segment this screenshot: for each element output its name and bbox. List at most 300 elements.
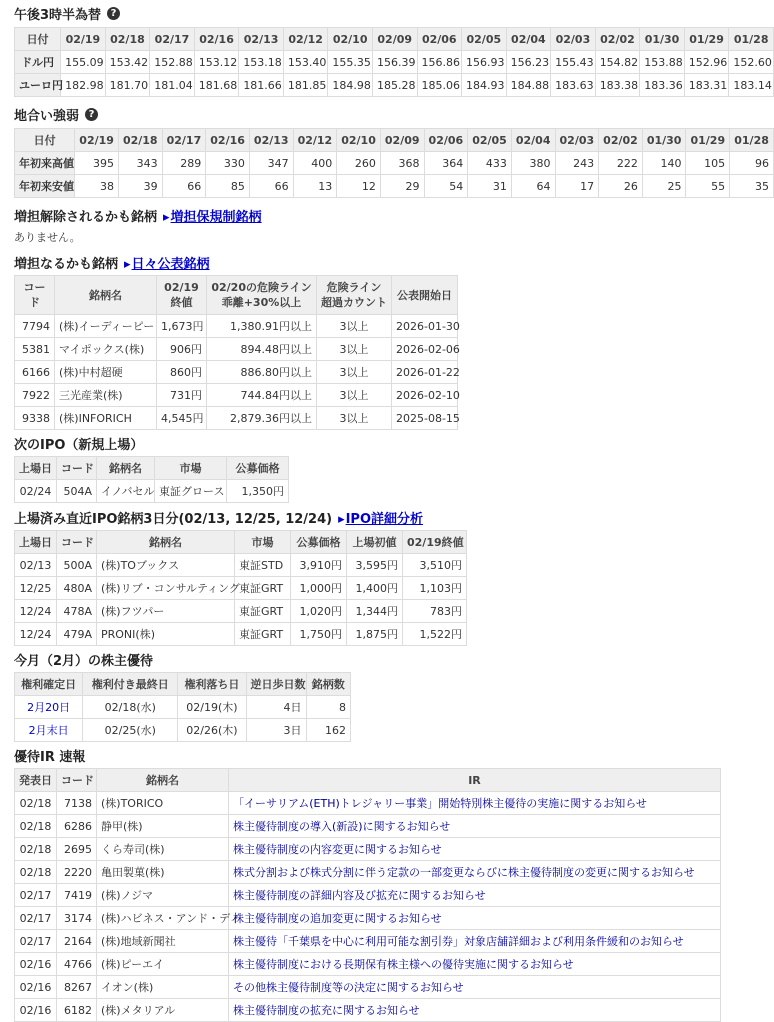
- value-cell: 368: [380, 152, 424, 175]
- date-cell: 02/17: [15, 907, 57, 930]
- name-cell: (株)INFORICH: [55, 407, 157, 430]
- date-column-header: 02/06: [417, 28, 462, 51]
- table-row: [15, 838, 721, 861]
- date-column-header: 02/12: [293, 129, 337, 152]
- line-cell: 1,380.91円以上: [207, 315, 317, 338]
- column-header: 02/20の危険ライン 乖離+30%以上: [207, 276, 317, 315]
- row-label: 年初来安値: [15, 175, 75, 198]
- close-cell: 4,545円: [157, 407, 207, 430]
- table-row: [15, 152, 774, 175]
- margin-watch-title: 増担なるかも銘柄: [14, 257, 119, 272]
- date-cell: 12/25: [15, 577, 57, 600]
- price-cell: 1,350円: [227, 480, 289, 503]
- margin-release-empty-text: ありません。: [14, 231, 81, 244]
- date-column-header: 01/28: [730, 129, 774, 152]
- date-column-header: 02/06: [424, 129, 468, 152]
- value-cell: 183.38: [595, 74, 640, 97]
- row-label: 年初来高値: [15, 152, 75, 175]
- code-cell: 2164: [57, 930, 97, 953]
- value-cell: 31: [468, 175, 512, 198]
- date-column-header: 02/13: [239, 28, 284, 51]
- fx-section-title: [14, 4, 120, 23]
- ir-link[interactable]: 株主優待制度における長期保有株主様への優待実施に関するお知らせ: [233, 958, 574, 971]
- date-column-header: 02/02: [599, 129, 643, 152]
- date-column-header: 02/10: [337, 129, 381, 152]
- yutai-title: 今月（2月）の株主優待: [14, 654, 154, 669]
- kakutei-link[interactable]: 2月20日: [27, 701, 71, 714]
- column-header: 権利確定日: [15, 673, 83, 696]
- date-column-header: 02/03: [551, 28, 596, 51]
- count-cell: 3以上: [317, 361, 392, 384]
- help-icon[interactable]: ?: [85, 108, 98, 121]
- value-cell: 156.39: [372, 51, 417, 74]
- value-cell: 181.85: [283, 74, 328, 97]
- value-cell: 153.12: [194, 51, 239, 74]
- recent-ipo-section-title: [14, 508, 423, 527]
- value-cell: 26: [599, 175, 643, 198]
- code-cell: 8267: [57, 976, 97, 999]
- date-column-header: 02/19: [75, 129, 119, 152]
- date-column-header: 02/04: [506, 28, 551, 51]
- code-cell: 500A: [57, 554, 97, 577]
- column-header: 公募価格: [291, 531, 347, 554]
- strength-section-title: [14, 105, 98, 124]
- date-column-header: 02/12: [283, 28, 328, 51]
- table-row: [15, 480, 289, 503]
- table-row: [15, 623, 467, 646]
- date-header: 日付: [15, 129, 75, 152]
- price-cell: 1,020円: [291, 600, 347, 623]
- value-cell: 181.68: [194, 74, 239, 97]
- date-cell: 02/24: [15, 480, 57, 503]
- value-cell: 181.66: [239, 74, 284, 97]
- ir-cell: [229, 861, 721, 884]
- name-cell: 三光産業(株): [55, 384, 157, 407]
- date-column-header: 02/17: [162, 129, 206, 152]
- line-cell: 886.80円以上: [207, 361, 317, 384]
- value-cell: 25: [642, 175, 686, 198]
- value-cell: 55: [686, 175, 730, 198]
- header-row: [15, 129, 774, 152]
- recent-ipo-title: 上場済み直近IPO銘柄3日分(02/13, 12/25, 12/24): [14, 512, 333, 527]
- market-cell: 東証GRT: [235, 577, 291, 600]
- date-cell: 02/16: [15, 976, 57, 999]
- value-cell: 183.31: [684, 74, 729, 97]
- value-cell: 156.93: [462, 51, 507, 74]
- name-cell: (株)リブ・コンサルティング: [97, 577, 235, 600]
- date-cell: 2026-01-22: [392, 361, 458, 384]
- value-cell: 85: [206, 175, 250, 198]
- ir-link[interactable]: 株主優待制度の拡充に関するお知らせ: [233, 1004, 420, 1017]
- ir-link[interactable]: 株式分割および株式分割に伴う定款の一部変更ならびに株主優待制度の変更に関するお知らせ: [233, 866, 695, 879]
- code-cell: 6166: [15, 361, 55, 384]
- column-header: 02/19終値: [403, 531, 467, 554]
- count-cell: 3以上: [317, 384, 392, 407]
- value-cell: 154.82: [595, 51, 640, 74]
- value-cell: 185.06: [417, 74, 462, 97]
- ochi-cell: 02/19(木): [178, 696, 246, 719]
- name-cell: くら寿司(株): [97, 838, 229, 861]
- value-cell: 153.18: [239, 51, 284, 74]
- next-ipo-section-title: [14, 434, 143, 453]
- yutai-table: [14, 672, 351, 742]
- code-cell: 3174: [57, 907, 97, 930]
- first-cell: 1,344円: [347, 600, 403, 623]
- margin-release-section-title: [14, 206, 262, 225]
- header-row: [15, 457, 289, 480]
- date-column-header: 02/17: [150, 28, 195, 51]
- value-cell: 12: [337, 175, 381, 198]
- date-cell: 12/24: [15, 600, 57, 623]
- value-cell: 380: [511, 152, 555, 175]
- value-cell: 35: [730, 175, 774, 198]
- header-row: [15, 276, 458, 315]
- market-cell: 東証GRT: [235, 623, 291, 646]
- ir-cell: [229, 884, 721, 907]
- kakutei-link[interactable]: 2月末日: [28, 724, 69, 737]
- close-cell: 1,103円: [403, 577, 467, 600]
- column-header: 権利付き最終日: [83, 673, 178, 696]
- value-cell: 13: [293, 175, 337, 198]
- value-cell: 183.14: [729, 74, 774, 97]
- margin-regulated-stocks-link[interactable]: ▸ 増担保規制銘柄: [163, 206, 262, 225]
- code-cell: 7794: [15, 315, 55, 338]
- date-column-header: 01/30: [642, 129, 686, 152]
- table-row: [15, 51, 774, 74]
- table-row: [15, 577, 467, 600]
- price-cell: 3,910円: [291, 554, 347, 577]
- code-cell: 6182: [57, 999, 97, 1022]
- value-cell: 400: [293, 152, 337, 175]
- value-cell: 330: [206, 152, 250, 175]
- close-cell: 906円: [157, 338, 207, 361]
- column-header: 逆日歩日数: [246, 673, 306, 696]
- market-cell: 東証GRT: [235, 600, 291, 623]
- close-cell: 783円: [403, 600, 467, 623]
- column-header: コード: [57, 531, 97, 554]
- date-column-header: 02/16: [206, 129, 250, 152]
- value-cell: 152.96: [684, 51, 729, 74]
- date-column-header: 02/05: [468, 129, 512, 152]
- line-cell: 894.48円以上: [207, 338, 317, 361]
- name-cell: (株)ノジマ: [97, 884, 229, 907]
- value-cell: 17: [555, 175, 599, 198]
- table-row: [15, 719, 351, 742]
- header-row: [15, 769, 721, 792]
- count-cell: 3以上: [317, 407, 392, 430]
- code-cell: 6286: [57, 815, 97, 838]
- column-header: 権利落ち日: [178, 673, 246, 696]
- date-column-header: 02/09: [380, 129, 424, 152]
- date-cell: 02/17: [15, 884, 57, 907]
- name-cell: (株)フツパー: [97, 600, 235, 623]
- value-cell: 347: [249, 152, 293, 175]
- column-header: 発表日: [15, 769, 57, 792]
- column-header: 銘柄名: [97, 769, 229, 792]
- value-cell: 66: [162, 175, 206, 198]
- table-row: [15, 907, 721, 930]
- ir-cell: [229, 838, 721, 861]
- table-row: [15, 861, 721, 884]
- fx-table: [14, 27, 774, 97]
- date-column-header: 01/29: [684, 28, 729, 51]
- daily-announced-stocks-link[interactable]: ▸ 日々公表銘柄: [124, 253, 210, 272]
- header-row: [15, 531, 467, 554]
- ipo-analysis-link[interactable]: ▸ IPO詳細分析: [338, 508, 423, 527]
- value-cell: 184.93: [462, 74, 507, 97]
- date-cell: 02/18: [15, 792, 57, 815]
- table-row: [15, 74, 774, 97]
- date-column-header: 01/28: [729, 28, 774, 51]
- date-cell: 02/17: [15, 930, 57, 953]
- line-cell: 2,879.36円以上: [207, 407, 317, 430]
- date-cell: 02/18: [15, 838, 57, 861]
- first-cell: 1,875円: [347, 623, 403, 646]
- column-header: 上場日: [15, 457, 57, 480]
- column-header: 市場: [155, 457, 227, 480]
- market-cell: 東証STD: [235, 554, 291, 577]
- table-row: [15, 815, 721, 838]
- date-cell: 02/18: [15, 861, 57, 884]
- date-cell: 02/18: [15, 815, 57, 838]
- code-cell: 7419: [57, 884, 97, 907]
- count-cell: 162: [306, 719, 351, 742]
- date-column-header: 02/02: [595, 28, 640, 51]
- code-cell: 7922: [15, 384, 55, 407]
- name-cell: (株)TORICO: [97, 792, 229, 815]
- code-cell: 9338: [15, 407, 55, 430]
- date-column-header: 02/10: [328, 28, 373, 51]
- value-cell: 29: [380, 175, 424, 198]
- yutai-ir-table: [14, 768, 721, 1022]
- date-cell: 02/16: [15, 953, 57, 976]
- date-column-header: 01/30: [640, 28, 685, 51]
- value-cell: 181.70: [105, 74, 150, 97]
- ir-link[interactable]: 株主優待制度の内容変更に関するお知らせ: [233, 843, 442, 856]
- value-cell: 343: [118, 152, 162, 175]
- name-cell: (株)ピーエイ: [97, 953, 229, 976]
- name-cell: (株)メタリアル: [97, 999, 229, 1022]
- row-label: ユーロ円: [15, 74, 61, 97]
- column-header: 公表開始日: [392, 276, 458, 315]
- ir-link[interactable]: 株主優待制度の詳細内容及び拡充に関するお知らせ: [233, 889, 486, 902]
- date-column-header: 02/04: [511, 129, 555, 152]
- value-cell: 96: [730, 152, 774, 175]
- date-column-header: 02/18: [105, 28, 150, 51]
- column-header: コード: [15, 276, 55, 315]
- date-column-header: 02/19: [61, 28, 106, 51]
- column-header: 市場: [235, 531, 291, 554]
- code-cell: 4766: [57, 953, 97, 976]
- close-cell: 731円: [157, 384, 207, 407]
- header-row: [15, 28, 774, 51]
- ir-cell: [229, 953, 721, 976]
- value-cell: 64: [511, 175, 555, 198]
- table-row: [15, 361, 458, 384]
- value-cell: 155.35: [328, 51, 373, 74]
- recent-ipo-table: [14, 530, 467, 646]
- market-cell: 東証グロース: [155, 480, 227, 503]
- ir-link[interactable]: 「イーサリアム(ETH)トレジャリー事業」開始特別株主優待の実施に関するお知らせ: [233, 797, 647, 810]
- kakutei-cell: [15, 719, 83, 742]
- price-cell: 1,750円: [291, 623, 347, 646]
- column-header: 危険ライン 超過カウント: [317, 276, 392, 315]
- table-row: [15, 384, 458, 407]
- next-ipo-title: 次のIPO（新規上場）: [14, 438, 144, 453]
- code-cell: 479A: [57, 623, 97, 646]
- value-cell: 183.63: [551, 74, 596, 97]
- date-column-header: 02/18: [118, 129, 162, 152]
- value-cell: 66: [249, 175, 293, 198]
- days-cell: 4日: [246, 696, 306, 719]
- column-header: 銘柄名: [97, 531, 235, 554]
- ir-cell: [229, 792, 721, 815]
- value-cell: 185.28: [372, 74, 417, 97]
- table-row: [15, 930, 721, 953]
- count-cell: 3以上: [317, 315, 392, 338]
- name-cell: イオン(株): [97, 976, 229, 999]
- code-cell: 2220: [57, 861, 97, 884]
- table-row: [15, 554, 467, 577]
- close-cell: 1,673円: [157, 315, 207, 338]
- date-cell: 2026-02-06: [392, 338, 458, 361]
- next-ipo-table: [14, 456, 289, 503]
- column-header: IR: [229, 769, 721, 792]
- date-column-header: 01/29: [686, 129, 730, 152]
- column-header: コード: [57, 457, 97, 480]
- date-cell: 02/16: [15, 999, 57, 1022]
- ir-cell: [229, 815, 721, 838]
- yutai-ir-title: 優待IR 速報: [14, 750, 86, 765]
- date-header: 日付: [15, 28, 61, 51]
- name-cell: (株)TOブックス: [97, 554, 235, 577]
- value-cell: 155.43: [551, 51, 596, 74]
- value-cell: 152.88: [150, 51, 195, 74]
- name-cell: (株)地域新聞社: [97, 930, 229, 953]
- table-row: [15, 976, 721, 999]
- value-cell: 184.88: [506, 74, 551, 97]
- close-cell: 1,522円: [403, 623, 467, 646]
- code-cell: 504A: [57, 480, 97, 503]
- first-cell: 3,595円: [347, 554, 403, 577]
- yutai-section-title: [14, 650, 153, 669]
- code-cell: 2695: [57, 838, 97, 861]
- name-cell: (株)ハビネス・アンド・ディ: [97, 907, 229, 930]
- value-cell: 364: [424, 152, 468, 175]
- value-cell: 38: [75, 175, 119, 198]
- help-icon[interactable]: ?: [107, 7, 120, 20]
- value-cell: 222: [599, 152, 643, 175]
- date-cell: 02/13: [15, 554, 57, 577]
- date-column-header: 02/05: [462, 28, 507, 51]
- column-header: 銘柄数: [306, 673, 351, 696]
- name-cell: (株)中村超硬: [55, 361, 157, 384]
- ir-cell: [229, 907, 721, 930]
- value-cell: 152.60: [729, 51, 774, 74]
- value-cell: 260: [337, 152, 381, 175]
- ir-link[interactable]: その他株主優待制度等の決定に関するお知らせ: [233, 981, 464, 994]
- ir-link[interactable]: 株主優待制度の導入(新設)に関するお知らせ: [233, 820, 451, 833]
- value-cell: 433: [468, 152, 512, 175]
- table-row: [15, 999, 721, 1022]
- date-cell: 2026-01-30: [392, 315, 458, 338]
- column-header: 02/19 終値: [157, 276, 207, 315]
- date-cell: 12/24: [15, 623, 57, 646]
- code-cell: 478A: [57, 600, 97, 623]
- value-cell: 140: [642, 152, 686, 175]
- days-cell: 3日: [246, 719, 306, 742]
- last-cell: 02/25(水): [83, 719, 178, 742]
- value-cell: 183.36: [640, 74, 685, 97]
- table-row: [15, 884, 721, 907]
- table-row: [15, 175, 774, 198]
- kakutei-cell: [15, 696, 83, 719]
- value-cell: 156.23: [506, 51, 551, 74]
- value-cell: 182.98: [61, 74, 106, 97]
- table-row: [15, 315, 458, 338]
- count-cell: 8: [306, 696, 351, 719]
- table-row: [15, 792, 721, 815]
- column-header: 銘柄名: [55, 276, 157, 315]
- table-row: [15, 696, 351, 719]
- count-cell: 3以上: [317, 338, 392, 361]
- value-cell: 105: [686, 152, 730, 175]
- ochi-cell: 02/26(木): [178, 719, 246, 742]
- name-cell: (株)イーディーピー: [55, 315, 157, 338]
- margin-release-title: 増担解除されるかも銘柄: [14, 210, 158, 225]
- code-cell: 5381: [15, 338, 55, 361]
- column-header: コード: [57, 769, 97, 792]
- name-cell: PRONI(株): [97, 623, 235, 646]
- line-cell: 744.84円以上: [207, 384, 317, 407]
- ir-link[interactable]: 株主優待「千葉県を中心に利用可能な割引券」対象店舗詳細および利用条件緩和のお知らせ: [233, 935, 684, 948]
- fx-title: 午後3時半為替: [14, 8, 102, 23]
- date-column-header: 02/13: [249, 129, 293, 152]
- column-header: 公募価格: [227, 457, 289, 480]
- code-cell: 480A: [57, 577, 97, 600]
- price-cell: 1,000円: [291, 577, 347, 600]
- ir-cell: [229, 999, 721, 1022]
- close-cell: 860円: [157, 361, 207, 384]
- ir-cell: [229, 930, 721, 953]
- value-cell: 181.04: [150, 74, 195, 97]
- margin-watch-table: [14, 275, 458, 430]
- ir-link[interactable]: 株主優待制度の追加変更に関するお知らせ: [233, 912, 442, 925]
- table-row: [15, 338, 458, 361]
- name-cell: イノバセル: [97, 480, 155, 503]
- date-column-header: 02/09: [372, 28, 417, 51]
- value-cell: 155.09: [61, 51, 106, 74]
- column-header: 上場日: [15, 531, 57, 554]
- strength-table: [14, 128, 774, 198]
- name-cell: 静甲(株): [97, 815, 229, 838]
- date-column-header: 02/03: [555, 129, 599, 152]
- strength-title: 地合い強弱: [14, 109, 80, 124]
- date-cell: 2025-08-15: [392, 407, 458, 430]
- code-cell: 7138: [57, 792, 97, 815]
- value-cell: 39: [118, 175, 162, 198]
- ir-cell: [229, 976, 721, 999]
- name-cell: マイポックス(株): [55, 338, 157, 361]
- date-cell: 2026-02-10: [392, 384, 458, 407]
- value-cell: 153.42: [105, 51, 150, 74]
- value-cell: 54: [424, 175, 468, 198]
- value-cell: 289: [162, 152, 206, 175]
- value-cell: 184.98: [328, 74, 373, 97]
- column-header: 銘柄名: [97, 457, 155, 480]
- row-label: ドル円: [15, 51, 61, 74]
- date-column-header: 02/16: [194, 28, 239, 51]
